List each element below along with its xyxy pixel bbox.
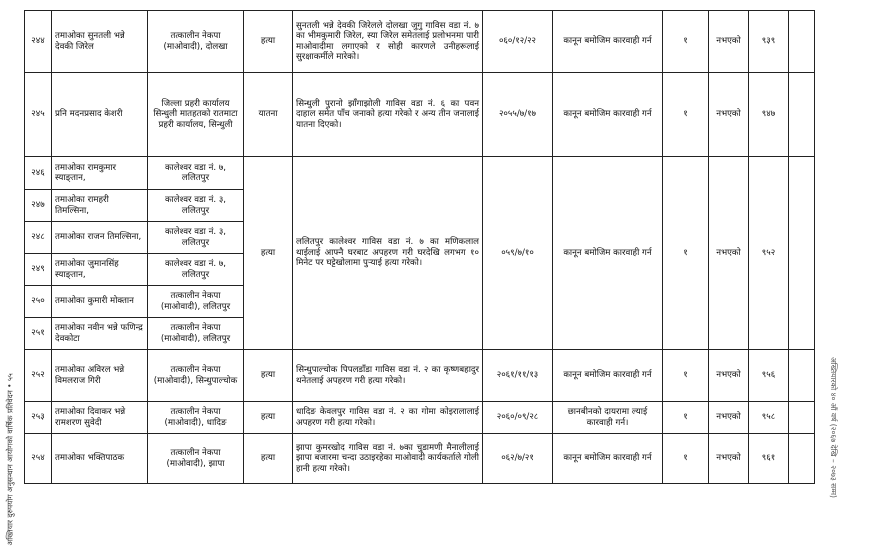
left-margin-running-footer [3,300,15,550]
accused-organization: तत्कालीन नेकपा (माओवादी), सिन्धुपाल्चोक [148,350,244,402]
row-number: २४८ [25,222,52,254]
decision-date: २०५५/७/१७ [483,73,553,157]
empty-cell [789,434,815,484]
offense-type: यातना [244,73,293,157]
accused-name: तमाओका रामकुमार स्याङ्तान, [52,157,148,190]
table-row [25,350,815,402]
running-footer-text: अख्तियार दुरुपयोग अनुसन्धान आयोगको वार्षिक प्रतिवेदन • ५५ [5,373,15,546]
table-row [25,402,815,434]
row-number: २५३ [25,402,52,434]
count: १ [663,434,709,484]
incident-description: धादिङ केवलपुर गाविस वडा नं. २ का गोमा कोइरालालाई अपहरण गरी हत्या गरेको। [293,402,483,434]
row-number: २५१ [25,318,52,350]
accused-organization: कालेश्वर वडा नं. ७, ललितपुर [148,254,244,286]
table-row [25,434,815,484]
accused-organization: तत्कालीन नेकपा (माओवादी), झापा [148,434,244,484]
incident-description: सिन्धुली पुरानो झाँगाझोली गाविस वडा नं. ६ का पवन दाहाल समेत पाँच जनाको हत्या गरेको र अन्य तीन जनालाई यातना दिएको। [293,73,483,157]
recommended-action: कानून बमोजिम कारवाही गर्न [553,73,663,157]
accused-name: तमाओका दिवाकर भन्ने रामशरण सुवेदी [52,402,148,434]
page-reference: ९६१ [749,434,789,484]
implementation-status: नभएको [709,350,749,402]
incident-description: झापा कुमरखोद गाविस वडा नं. ७का चुडामणी मैनालीलाई झापा बजारमा चन्दा उठाइरहेका माओवादी कार्यकर्ताले गोली हानी हत्या गरेको। [293,434,483,484]
row-number: २५२ [25,350,52,402]
recommended-action: कानून बमोजिम कारवाही गर्न [553,11,663,73]
offense-type: हत्या [244,402,293,434]
offense-type: हत्या [244,157,293,350]
implementation-status: नभएको [709,73,749,157]
accused-name: तमाओका राजन तिमल्सिना, [52,222,148,254]
incident-description: सिन्धुपाल्चोक पिपलडाँडा गाविस वडा नं. २ का कृष्णबहादुर थनेतलाई अपहरण गरी हत्या गरेको। [293,350,483,402]
page-reference: ९५६ [749,350,789,402]
empty-cell [789,402,815,434]
count: १ [663,157,709,350]
row-number: २४५ [25,73,52,157]
accused-organization: तत्कालीन नेकपा (माओवादी), दोलखा [148,11,244,73]
empty-cell [789,73,815,157]
count: १ [663,73,709,157]
running-header-text: अख्तियारको ४० औं वर्ष (२०६७ देखि – २०७३ सम्म) [829,357,838,498]
empty-cell [789,11,815,73]
row-number: २५० [25,286,52,318]
accused-organization: तत्कालीन नेकपा (माओवादी), धादिङ [148,402,244,434]
implementation-status: नभएको [709,402,749,434]
row-number: २४६ [25,157,52,190]
recommended-action: कानून बमोजिम कारवाही गर्न [553,434,663,484]
accused-name: तमाओका नवीन भन्ने फणिन्द्र देवकोटा [52,318,148,350]
recommended-action: कानून बमोजिम कारवाही गर्न [553,157,663,350]
decision-date: ०५९/७/१० [483,157,553,350]
accused-name: तमाओका कुमारी मोक्तान [52,286,148,318]
offense-type: हत्या [244,11,293,73]
count: १ [663,402,709,434]
right-margin-running-header [826,355,840,550]
accused-name: तमाओका सुनतली भन्ने देवकी जिरेल [52,11,148,73]
table-row [25,157,815,190]
implementation-status: नभएको [709,157,749,350]
accused-organization: कालेश्वर वडा नं. ३, ललितपुर [148,222,244,254]
incident-description: सुनतली भन्ने देवकी जिरेलले दोलखा जुगु गाविस वडा नं. ७ का भीमकुमारी जिरेल, स्या जिरेल समेतलाई प्रलोभनमा पारी माओवादीमा लगाएको र सोही कारणले उनीहरूलाई सुरक्षाकर्मीले मारेको। [293,11,483,73]
table-row [25,73,815,157]
page-reference: ९४७ [749,73,789,157]
accused-organization: कालेश्वर वडा नं. ७, ललितपुर [148,157,244,190]
count: १ [663,350,709,402]
row-number: २४९ [25,254,52,286]
page-reference: ९५८ [749,402,789,434]
implementation-status: नभएको [709,11,749,73]
table-row [25,11,815,73]
accused-organization: तत्कालीन नेकपा (माओवादी), ललितपुर [148,318,244,350]
accused-organization: कालेश्वर वडा नं. ३, ललितपुर [148,190,244,222]
accused-name: तमाओका जुमानसिंह स्याङ्तान, [52,254,148,286]
implementation-status: नभएको [709,434,749,484]
row-number: २४७ [25,190,52,222]
accused-name: तमाओका रामहरी तिमल्सिना, [52,190,148,222]
row-number: २४४ [25,11,52,73]
offense-type: हत्या [244,350,293,402]
empty-cell [789,350,815,402]
accused-organization: तत्कालीन नेकपा (माओवादी), ललितपुर [148,286,244,318]
accused-name: तमाओका भक्तिपाठक [52,434,148,484]
decision-date: ०६०/१२/२२ [483,11,553,73]
page-reference: ९५२ [749,157,789,350]
accused-organization: जिल्ला प्रहरी कार्यालय सिन्धुली मातहतको रातमाटा प्रहरी कार्यालय, सिन्धुली [148,73,244,157]
recommendations-table [24,10,815,484]
accused-name: तमाओका अविरल भन्ने विमलराज गिरी [52,350,148,402]
page-reference: ९३९ [749,11,789,73]
empty-cell [789,157,815,350]
recommended-action: कानून बमोजिम कारवाही गर्न [553,350,663,402]
accused-name: प्रनि मदनप्रसाद केशरी [52,73,148,157]
decision-date: ०६२/७/२१ [483,434,553,484]
decision-date: २०६१/११/१३ [483,350,553,402]
recommended-action: छानबीनको दायरामा ल्याई कारवाही गर्न। [553,402,663,434]
incident-description: ललितपुर कालेश्वर गाविस वडा नं. ७ का मणिकलाल थाईलाई आफ्नै घरबाट अपहरण गरी घरदेखि लगभग १० मिनेट पर घट्टेखोलामा पुऱ्याई हत्या गरेको। [293,157,483,350]
count: १ [663,11,709,73]
offense-type: हत्या [244,434,293,484]
decision-date: २०६०/०९/२८ [483,402,553,434]
row-number: २५४ [25,434,52,484]
